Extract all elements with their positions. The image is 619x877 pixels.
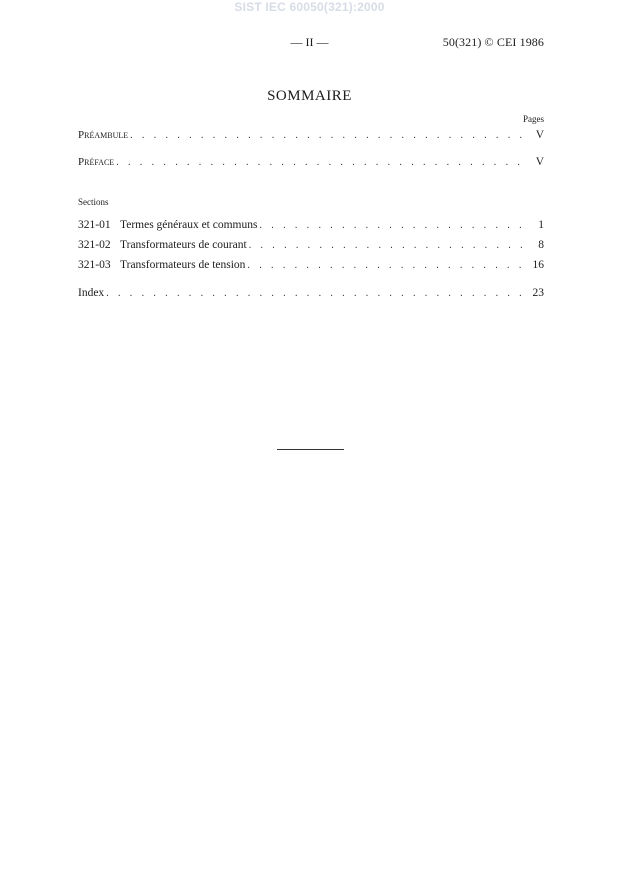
- toc-entry-section-321-03[interactable]: [78, 258, 544, 273]
- dot-leader: [249, 238, 524, 253]
- toc-entry-label: Transformateurs de tension: [120, 259, 246, 271]
- toc-entry-page: V: [535, 156, 544, 168]
- pages-column-label: Pages: [523, 114, 544, 124]
- toc-entry-section-321-01[interactable]: [78, 218, 544, 233]
- section-number: 321-03: [78, 259, 111, 271]
- toc-entry-index[interactable]: [78, 286, 544, 301]
- document-watermark: SIST IEC 60050(321):2000: [234, 0, 385, 14]
- toc-entry-section-321-02[interactable]: [78, 238, 544, 253]
- toc-entry-preambule[interactable]: [78, 128, 544, 143]
- document-reference: 50(321) © CEI 1986: [442, 35, 544, 49]
- dot-leader: [106, 286, 524, 301]
- toc-entry-label: Préambule: [78, 129, 129, 141]
- end-rule: [277, 449, 344, 450]
- toc-entry-page: 16: [532, 259, 544, 271]
- toc-entry-page: V: [535, 129, 544, 141]
- dot-leader: [116, 155, 524, 170]
- toc-entry-page: 23: [532, 287, 544, 299]
- toc-entry-page: 1: [538, 219, 544, 231]
- dot-leader: [247, 258, 524, 273]
- dot-leader: [130, 128, 524, 143]
- section-number: 321-02: [78, 239, 111, 251]
- page-title: SOMMAIRE: [267, 88, 352, 104]
- page-folio: — II —: [290, 35, 329, 49]
- toc-entry-label: Transformateurs de courant: [120, 239, 247, 251]
- toc-entry-label: Index: [78, 287, 105, 299]
- toc-entry-label: Termes généraux et communs: [120, 219, 258, 231]
- sections-heading: Sections: [78, 197, 109, 207]
- toc-entry-label: Préface: [78, 156, 115, 168]
- toc-entry-page: 8: [538, 239, 544, 251]
- toc-entry-preface[interactable]: [78, 155, 544, 170]
- section-number: 321-01: [78, 219, 111, 231]
- dot-leader: [259, 218, 524, 233]
